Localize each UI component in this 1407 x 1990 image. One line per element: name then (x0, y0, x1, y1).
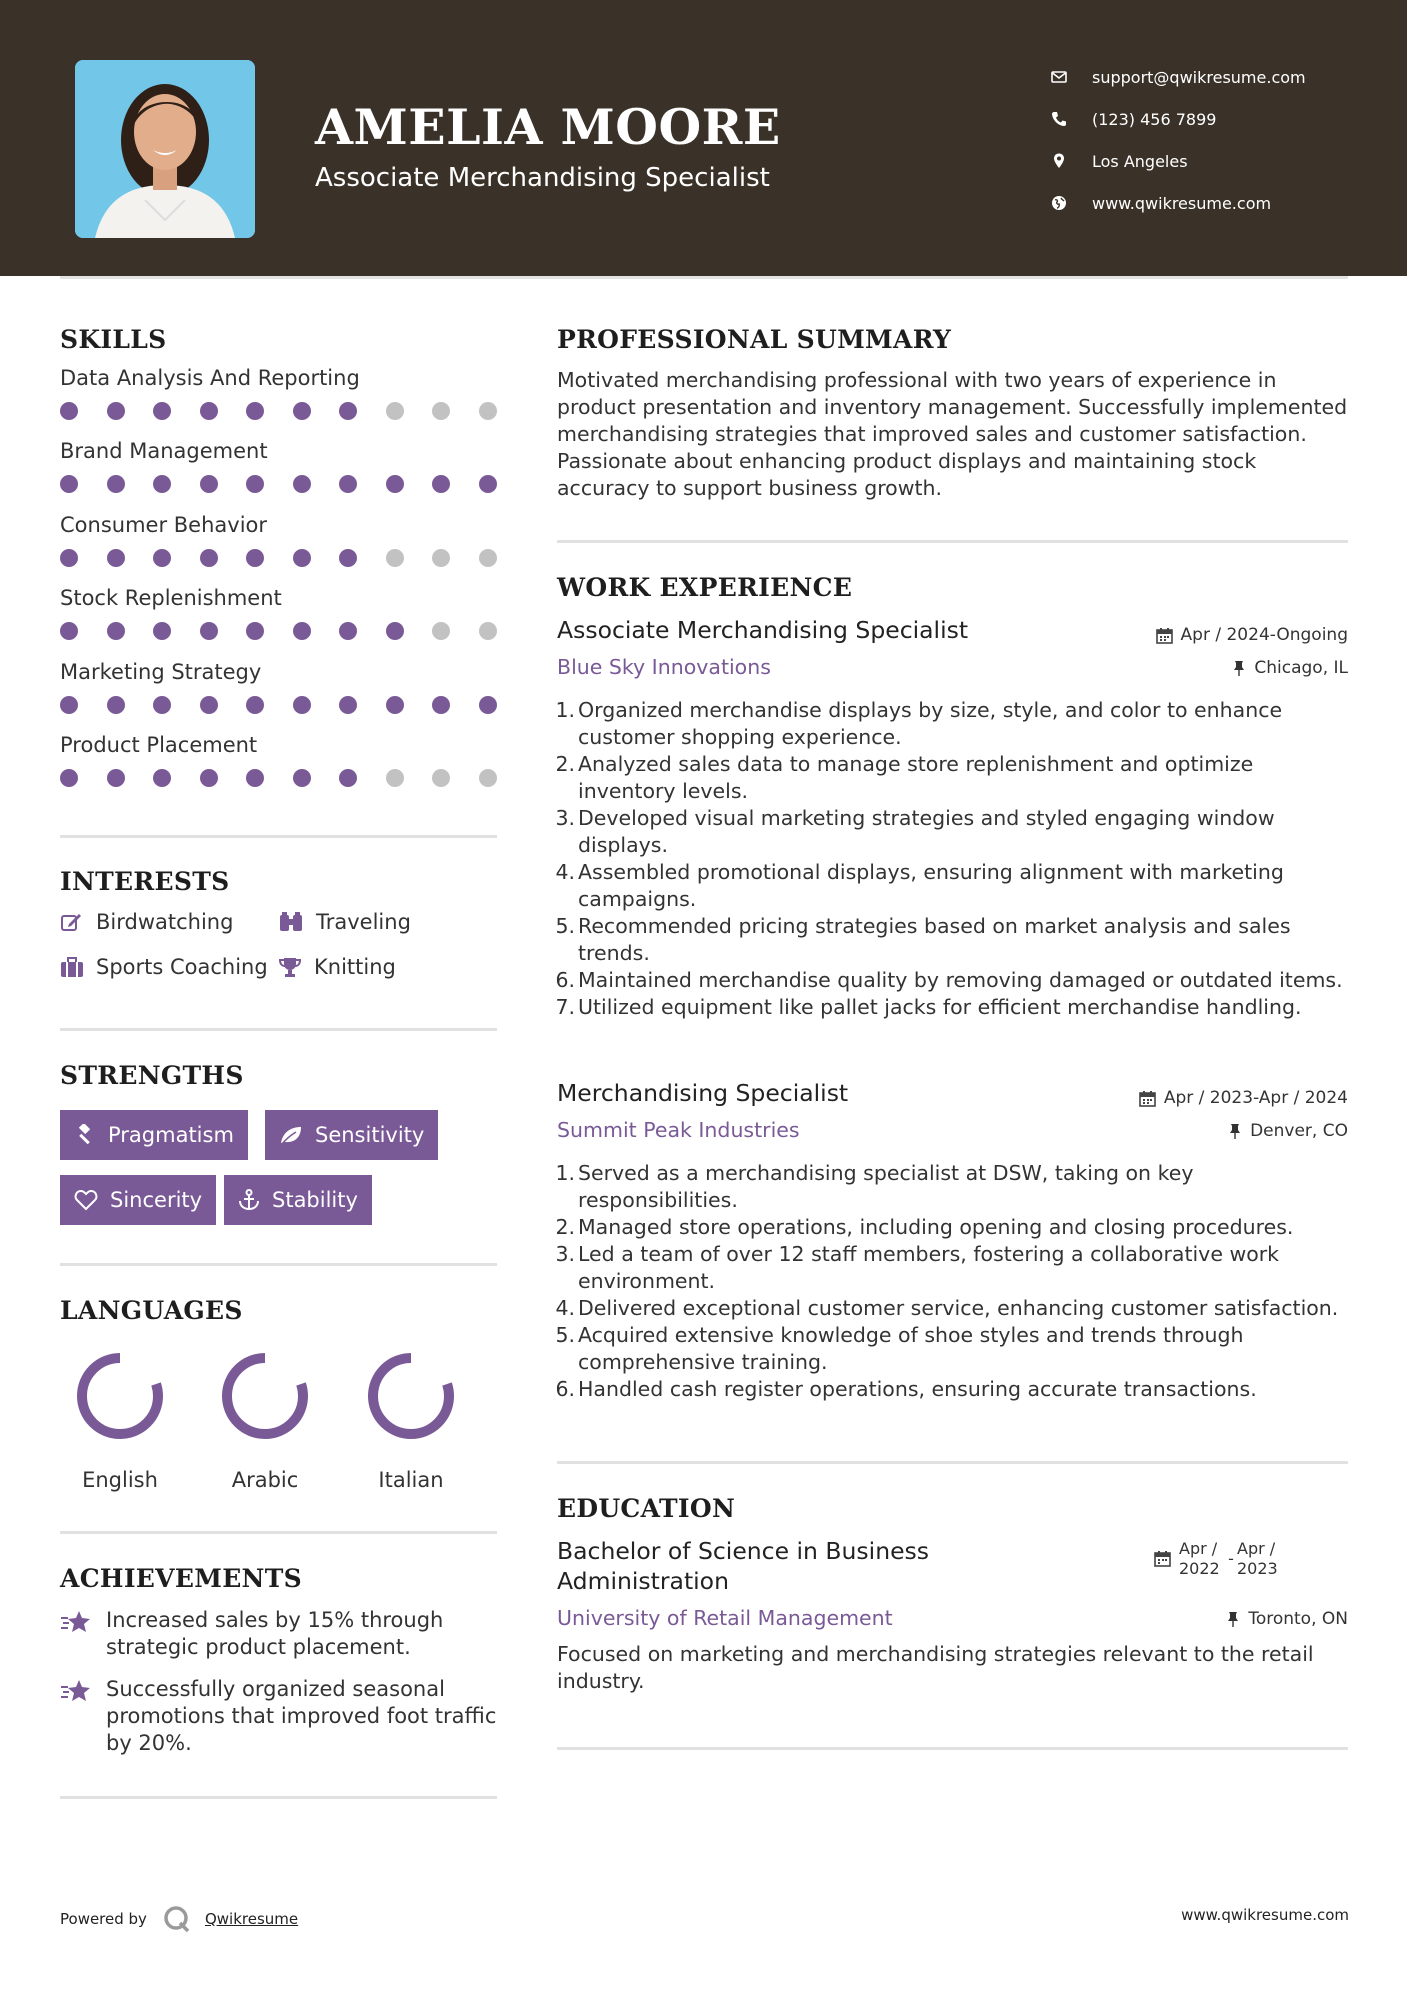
achievement-text: Successfully organized seasonal promotions that improved foot traffic by 20%. (106, 1677, 497, 1755)
list-number: 4. (555, 860, 575, 884)
list-number: 7. (555, 995, 575, 1019)
list-text: Handled cash register operations, ensuring accurate transactions. (578, 1377, 1257, 1401)
leaf-icon (279, 1124, 303, 1146)
star-icon (60, 1609, 92, 1635)
strength-tag (60, 1175, 216, 1225)
rating-dot (200, 475, 218, 493)
list-number: 3. (555, 806, 575, 830)
rating-dot (60, 475, 78, 493)
education-dates (1154, 1539, 1283, 1579)
powered-by-label: Powered by (60, 1910, 147, 1928)
interest-label: Knitting (314, 955, 396, 979)
list-item (553, 805, 1353, 859)
rating-dot (246, 769, 264, 787)
pushpin-icon (1228, 1123, 1242, 1140)
header-divider (60, 276, 1348, 279)
rating-dot (107, 622, 125, 640)
job-dates-text: Apr / 2023-Apr / 2024 (1163, 1088, 1348, 1108)
skill-item (60, 439, 500, 493)
rating-dot (293, 475, 311, 493)
phone-icon (1050, 110, 1068, 128)
skill-item (60, 733, 500, 787)
list-text: Assembled promotional displays, ensuring alignment with marketing campaigns. (578, 860, 1284, 911)
skill-rating (60, 622, 497, 640)
rating-dot (153, 769, 171, 787)
rating-dot (293, 769, 311, 787)
contact-phone[interactable] (1050, 98, 1306, 140)
education-heading: EDUCATION (557, 1494, 736, 1523)
interest-label: Traveling (316, 910, 411, 934)
skill-item (60, 660, 500, 714)
list-text: Served as a merchandising specialist at DSW, taking on key responsibilities. (578, 1161, 1194, 1212)
resume-header (0, 0, 1407, 276)
anchor-icon (238, 1189, 260, 1211)
skill-item (60, 513, 500, 567)
job-dates (1139, 1088, 1348, 1108)
interest-item (60, 910, 233, 934)
list-item (553, 697, 1353, 751)
skill-name: Product Placement (60, 733, 258, 757)
rating-dot (479, 696, 497, 714)
language-progress-arc (82, 1358, 158, 1434)
list-item (553, 1241, 1353, 1295)
achievements-heading: ACHIEVEMENTS (60, 1564, 302, 1593)
job-title: Merchandising Specialist (557, 1079, 849, 1107)
language-progress-ring (361, 1346, 461, 1446)
rating-dot (432, 696, 450, 714)
achievement-text: Increased sales by 15% through strategic product placement. (106, 1608, 444, 1659)
language-progress-ring (215, 1346, 315, 1446)
company-name: Summit Peak Industries (557, 1118, 800, 1142)
list-number: 3. (555, 1242, 575, 1266)
degree-title: Bachelor of Science in Business Administration (557, 1537, 930, 1595)
job-bullets (553, 697, 1353, 1021)
divider (557, 540, 1348, 543)
divider (60, 1028, 497, 1031)
divider (557, 1747, 1348, 1750)
rating-dot (293, 402, 311, 420)
rating-dot (386, 622, 404, 640)
globe-icon (1050, 194, 1068, 212)
rating-dot (153, 402, 171, 420)
education-description: Focused on marketing and merchandising strategies relevant to the retail industry. (557, 1642, 1314, 1693)
language-progress-arc (227, 1358, 303, 1434)
skill-rating (60, 769, 497, 787)
language-progress-arc (373, 1358, 449, 1434)
rating-dot (386, 475, 404, 493)
contact-email[interactable] (1050, 56, 1306, 98)
rating-dot (386, 769, 404, 787)
rating-dot (432, 769, 450, 787)
rating-dot (107, 475, 125, 493)
rating-dot (200, 549, 218, 567)
contact-email-text: support@qwikresume.com (1092, 67, 1306, 87)
language-item (55, 1346, 185, 1492)
school-name: University of Retail Management (557, 1606, 893, 1630)
rating-dot (386, 402, 404, 420)
rating-dot (246, 622, 264, 640)
list-item (553, 967, 1353, 994)
strength-label: Sincerity (110, 1188, 203, 1212)
rating-dot (107, 769, 125, 787)
skill-name: Data Analysis And Reporting (60, 366, 360, 390)
list-text: Analyzed sales data to manage store replenishment and optimize inventory levels. (578, 752, 1254, 803)
skill-name: Marketing Strategy (60, 659, 262, 684)
list-item (553, 913, 1353, 967)
list-text: Organized merchandise displays by size, style, and color to enhance customer shopping experience. (578, 698, 1283, 749)
languages-heading: LANGUAGES (60, 1296, 243, 1325)
rating-dot (386, 549, 404, 567)
rating-dot (432, 549, 450, 567)
heart-icon (74, 1189, 98, 1211)
divider (60, 835, 497, 838)
summary-text: Motivated merchandising professional with two years of experience in product presentation and inventory management. Successfully implemented merchandising strategies that improved sales and customer satisfaction. Passionate about enhancing product displays and maintaining stock accuracy to support business growth. (557, 368, 1348, 500)
rating-dot (432, 402, 450, 420)
job-location (1232, 658, 1348, 678)
qwikresume-logo-icon (161, 1904, 195, 1934)
rating-dot (293, 696, 311, 714)
rating-dot (479, 549, 497, 567)
rating-dot (293, 622, 311, 640)
edit-icon (60, 911, 84, 933)
job-dates-text: Apr / 2024-Ongoing (1180, 625, 1348, 645)
interest-item (278, 955, 396, 979)
calendar-icon (1156, 627, 1173, 644)
rating-dot (246, 402, 264, 420)
achievement-item (60, 1676, 510, 1757)
list-text: Recommended pricing strategies based on market analysis and sales trends. (578, 914, 1291, 965)
skill-name: Brand Management (60, 439, 268, 464)
skill-rating (60, 402, 497, 420)
contact-location (1050, 140, 1306, 182)
language-label: Arabic (231, 1468, 299, 1492)
job-title: Associate Merchandising Specialist (557, 616, 969, 644)
interest-item (278, 910, 411, 934)
rating-dot (153, 475, 171, 493)
list-item (553, 1214, 1353, 1241)
rating-dot (200, 769, 218, 787)
qwikresume-link[interactable]: Qwikresume (204, 1910, 299, 1928)
list-number: 1. (555, 698, 575, 722)
rating-dot (432, 475, 450, 493)
pushpin-icon (1226, 1611, 1240, 1628)
strength-label: Sensitivity (315, 1123, 425, 1147)
contact-list (1050, 56, 1306, 224)
language-label: Italian (378, 1468, 444, 1492)
strength-label: Pragmatism (108, 1123, 234, 1147)
list-number: 5. (555, 914, 575, 938)
list-number: 4. (555, 1296, 575, 1320)
list-text: Delivered exceptional customer service, enhancing customer satisfaction. (578, 1296, 1339, 1320)
divider (60, 1263, 497, 1266)
rating-dot (339, 549, 357, 567)
list-number: 6. (555, 1377, 575, 1401)
rating-dot (60, 696, 78, 714)
rating-dot (200, 696, 218, 714)
rating-dot (432, 622, 450, 640)
rating-dot (479, 622, 497, 640)
rating-dot (60, 549, 78, 567)
list-number: 2. (555, 752, 575, 776)
job-location-text: Chicago, IL (1254, 658, 1348, 678)
briefcase-icon (60, 956, 84, 978)
list-number: 6. (555, 968, 575, 992)
divider (60, 1531, 497, 1534)
rating-dot (107, 696, 125, 714)
experience-heading: WORK EXPERIENCE (557, 573, 853, 602)
list-item (553, 1160, 1353, 1214)
skills-heading: SKILLS (60, 325, 167, 354)
map-marker-icon (1050, 152, 1068, 170)
contact-phone-text: (123) 456 7899 (1092, 109, 1217, 129)
strength-tag (60, 1110, 248, 1160)
contact-location-text: Los Angeles (1092, 151, 1188, 171)
interests-heading: INTERESTS (60, 867, 230, 896)
list-item (553, 1322, 1353, 1376)
list-text: Maintained merchandise quality by removing damaged or outdated items. (578, 968, 1343, 992)
language-item (346, 1346, 476, 1492)
profile-photo (75, 60, 255, 238)
calendar-icon (1154, 1550, 1171, 1567)
language-label: English (82, 1468, 158, 1492)
language-progress-ring (70, 1346, 170, 1446)
rating-dot (479, 402, 497, 420)
rating-dot (339, 622, 357, 640)
job-location-text: Denver, CO (1250, 1121, 1348, 1141)
list-number: 1. (555, 1161, 575, 1185)
list-item (553, 1295, 1353, 1322)
rating-dot (339, 696, 357, 714)
rating-dot (153, 549, 171, 567)
rating-dot (246, 475, 264, 493)
trophy-icon (278, 956, 302, 978)
rating-dot (386, 696, 404, 714)
rating-dot (107, 402, 125, 420)
list-item (553, 751, 1353, 805)
rating-dot (153, 622, 171, 640)
rating-dot (200, 402, 218, 420)
list-text: Developed visual marketing strategies and styled engaging window displays. (578, 806, 1275, 857)
list-item (553, 859, 1353, 913)
job-location (1228, 1121, 1348, 1141)
footer-powered-by (60, 1904, 298, 1934)
rating-dot (153, 696, 171, 714)
summary-heading: PROFESSIONAL SUMMARY (557, 325, 952, 354)
star-icon (60, 1678, 92, 1704)
gavel-icon (74, 1124, 96, 1146)
list-item (553, 994, 1353, 1021)
education-date-end: Apr / 2023 (1237, 1539, 1278, 1578)
skill-item (60, 366, 500, 420)
company-name: Blue Sky Innovations (557, 655, 771, 679)
skill-name: Stock Replenishment (60, 586, 282, 611)
rating-dot (339, 769, 357, 787)
list-text: Acquired extensive knowledge of shoe styles and trends through comprehensive training. (578, 1323, 1244, 1374)
skill-rating (60, 475, 497, 493)
candidate-name: AMELIA MOORE (315, 98, 781, 156)
contact-website[interactable] (1050, 182, 1306, 224)
education-date-separator: - (1228, 1549, 1234, 1568)
rating-dot (60, 622, 78, 640)
interest-label: Birdwatching (96, 910, 234, 934)
pushpin-icon (1232, 660, 1246, 677)
interest-item (60, 955, 268, 979)
list-number: 2. (555, 1215, 575, 1239)
job-dates (1156, 625, 1348, 645)
rating-dot (200, 622, 218, 640)
education-date-start: Apr / 2022 (1179, 1539, 1220, 1578)
list-text: Managed store operations, including opening and closing procedures. (578, 1215, 1294, 1239)
rating-dot (293, 549, 311, 567)
binoculars-icon (278, 911, 304, 933)
list-text: Utilized equipment like pallet jacks for efficient merchandise handling. (578, 995, 1302, 1019)
list-item (553, 1376, 1353, 1403)
rating-dot (246, 549, 264, 567)
rating-dot (60, 402, 78, 420)
job-bullets (553, 1160, 1353, 1403)
rating-dot (246, 696, 264, 714)
rating-dot (107, 549, 125, 567)
contact-website-text: www.qwikresume.com (1092, 193, 1272, 213)
strength-label: Stability (272, 1188, 358, 1212)
rating-dot (339, 475, 357, 493)
list-number: 5. (555, 1323, 575, 1347)
skill-name: Consumer Behavior (60, 512, 268, 537)
achievement-item (60, 1607, 510, 1661)
envelope-icon (1050, 68, 1068, 86)
rating-dot (60, 769, 78, 787)
strength-tag (265, 1110, 438, 1160)
rating-dot (479, 769, 497, 787)
interest-label: Sports Coaching (96, 955, 268, 979)
candidate-title: Associate Merchandising Specialist (315, 163, 770, 193)
language-item (200, 1346, 330, 1492)
footer-website[interactable]: www.qwikresume.com (1181, 1906, 1349, 1924)
education-location (1226, 1609, 1348, 1629)
calendar-icon (1139, 1090, 1156, 1107)
strengths-heading: STRENGTHS (60, 1061, 244, 1090)
rating-dot (339, 402, 357, 420)
strength-tag (224, 1175, 372, 1225)
skill-item (60, 586, 500, 640)
education-location-text: Toronto, ON (1248, 1609, 1348, 1629)
skill-rating (60, 696, 497, 714)
skill-rating (60, 549, 497, 567)
divider (557, 1461, 1348, 1464)
list-text: Led a team of over 12 staff members, fostering a collaborative work environment. (578, 1242, 1280, 1293)
rating-dot (479, 475, 497, 493)
divider (60, 1796, 497, 1799)
